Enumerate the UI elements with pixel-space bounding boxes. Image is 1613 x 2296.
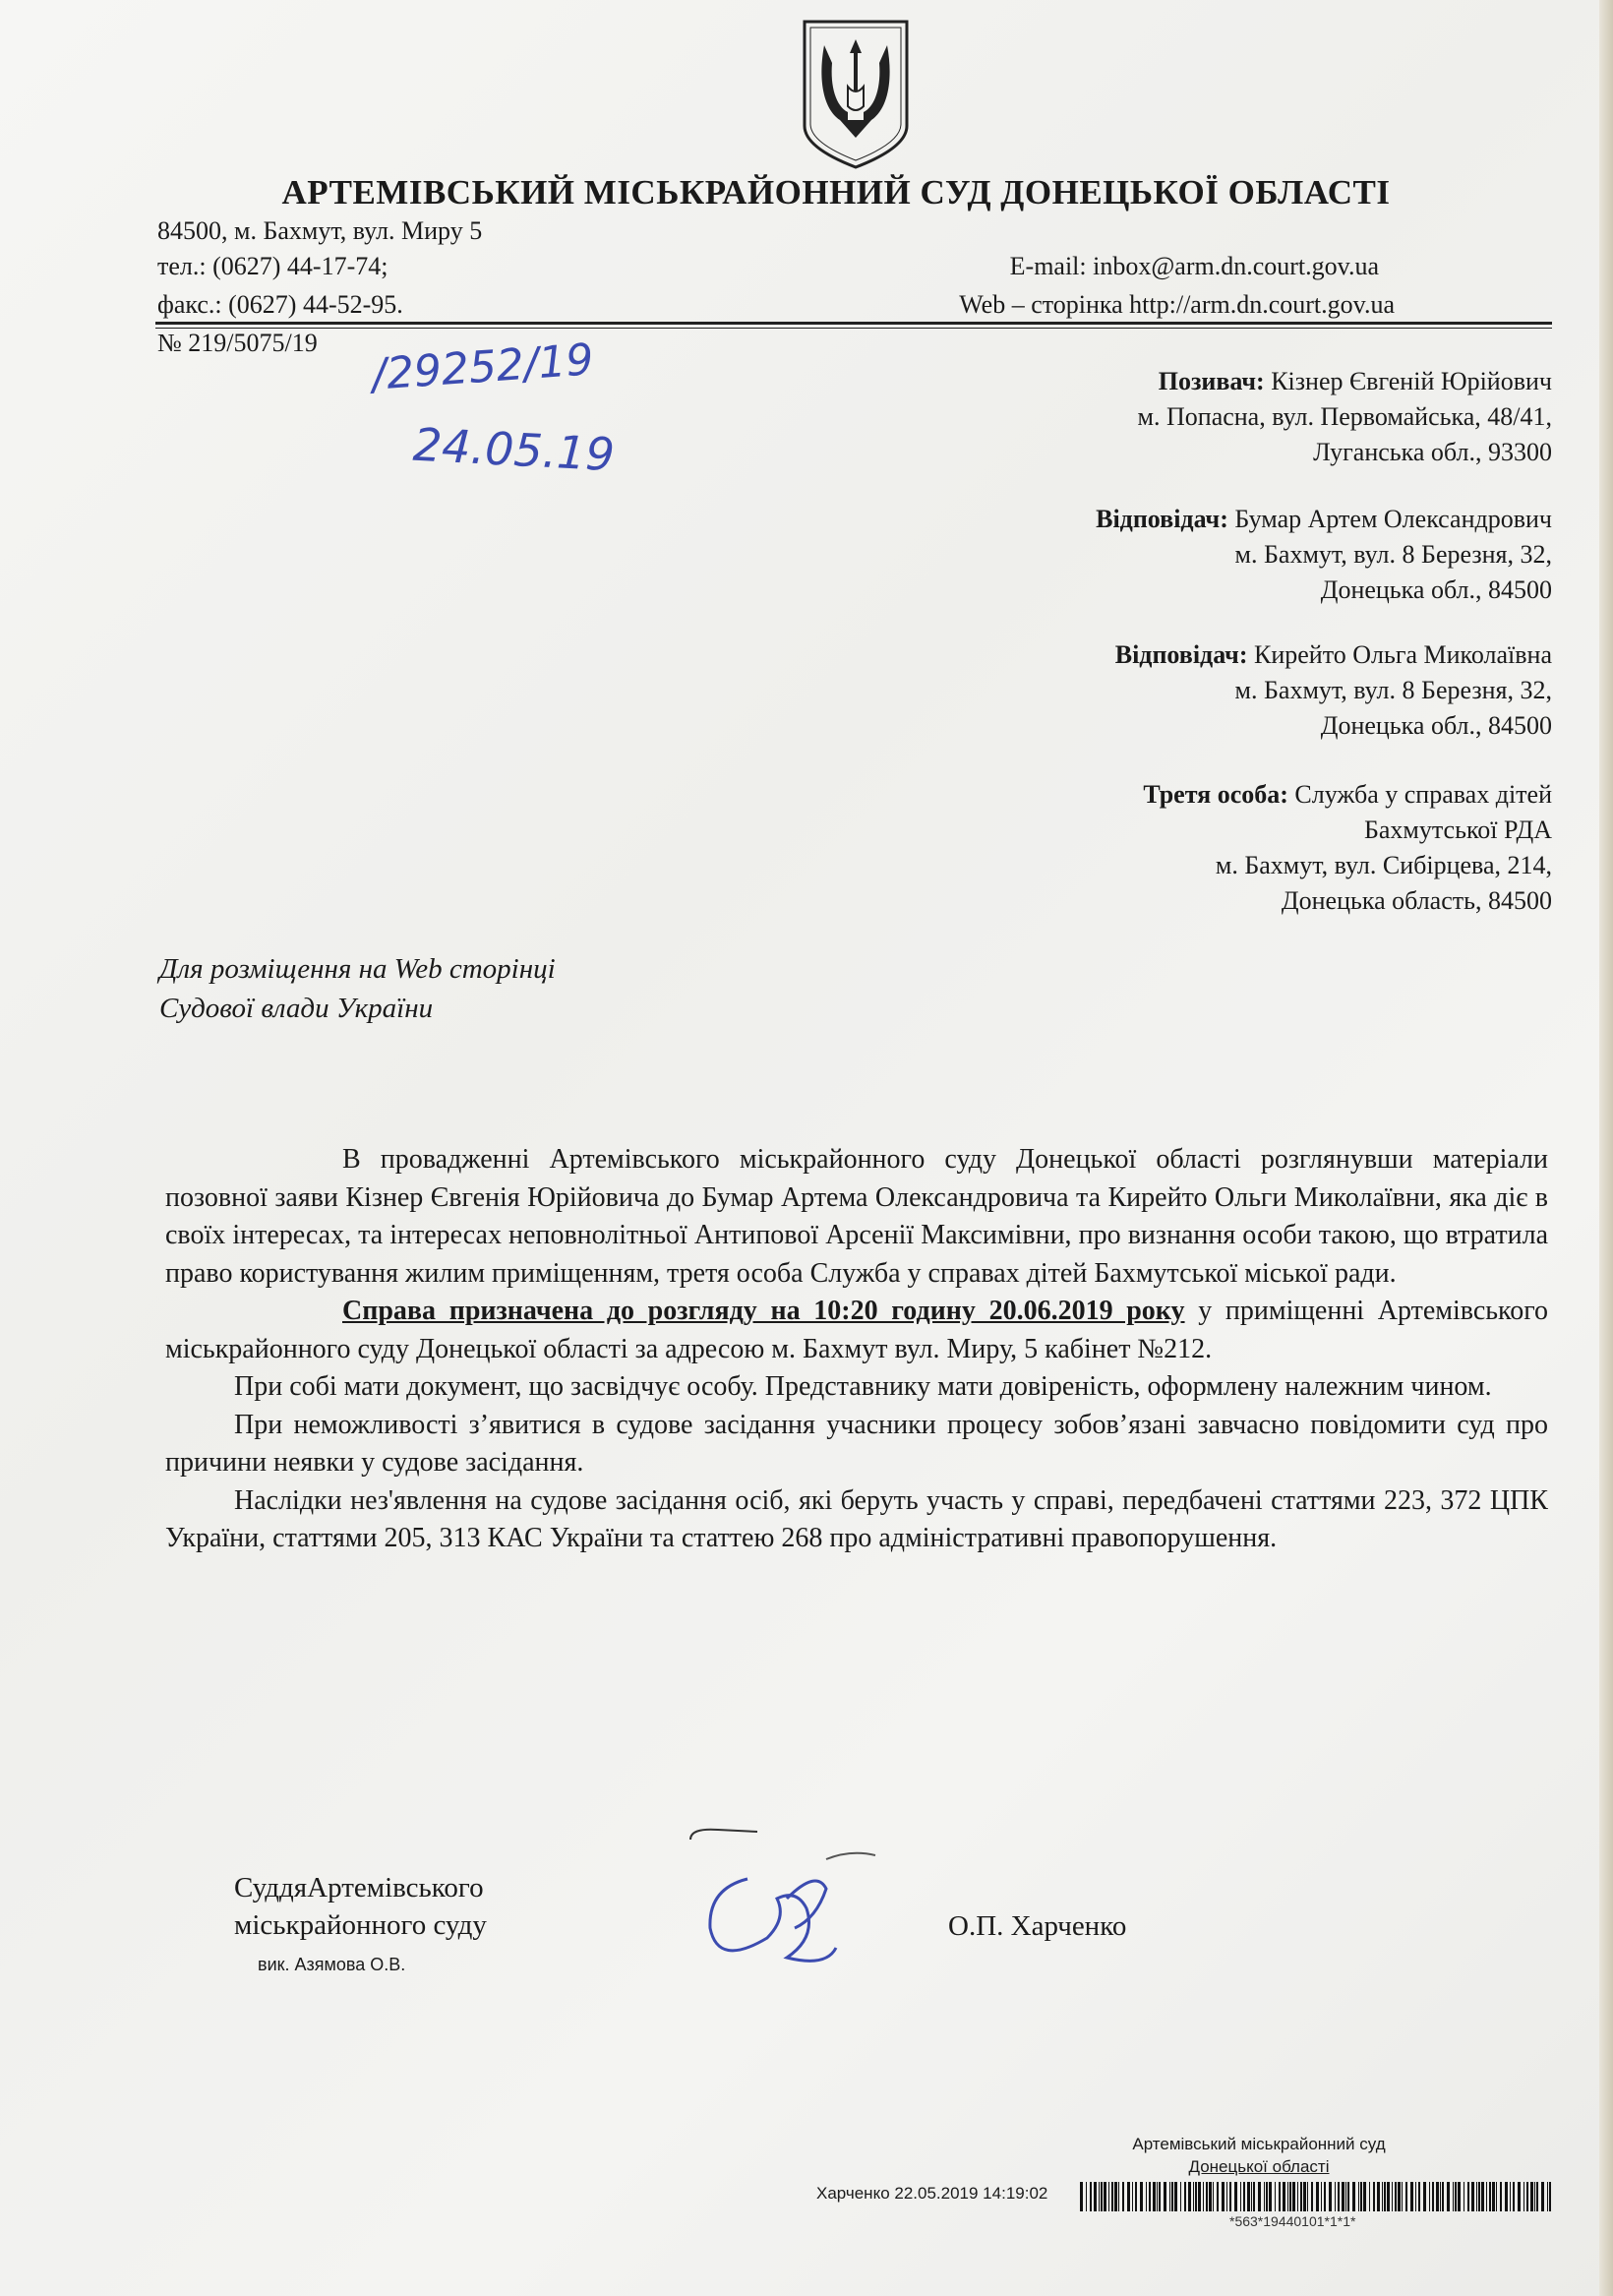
party-address-line: Бахмутської РДА [1363,816,1552,844]
stamp-org-line: Донецької області [1188,2157,1330,2176]
body-paragraph: В провадженні Артемівського міськрайонного суду Донецької області розглянувши матеріали позовної заяви Кізнер Євгенія Юрійовича до Бумар Артема Олександровича та Кирейто Ольги Миколаївни, яка діє в своїх інтересах, та інтересах неповнолітньої Антипової Арсенії Максимівни, про визнання особи такою, що втратила право користування жилим приміщенням, третя особа Служба у справах дітей Бахмутської міської ради. [165,1144,1548,1289]
body-paragraph: При собі мати документ, що засвідчує особу. Представнику мати довіреність, оформлену належним чином. [234,1371,1492,1402]
stamp-org-line: Артемівський міськрайонний суд [1132,2135,1386,2153]
body-paragraph: При неможливості з’явитися в судове засідання учасники процесу зобов’язані завчасно повідомити суд про причини неявки у судове засідання. [165,1409,1548,1478]
barcode-icon [1080,2182,1552,2211]
party-defendant-2 [1115,637,1552,744]
judge-title-line: міськрайонного суду [234,1909,487,1941]
party-plaintiff [1138,364,1552,470]
header-divider-thin [155,328,1552,329]
executor-name: вик. Азямова О.В. [258,1955,406,1974]
court-phone: тел.: (0627) 44-17-74; [157,252,388,280]
party-address-line: Донецька обл., 84500 [1320,575,1552,604]
placement-note [159,949,556,1028]
party-third-person [1143,777,1552,919]
party-name: Кирейто Ольга Миколаївна [1253,640,1552,669]
case-number: № 219/5075/19 [157,329,318,357]
hearing-location-text: у приміщенні Артемівського міськрайонного суду Донецької області за адресою м. Бахмут вул. Миру, 5 кабінет №212. [165,1296,1548,1364]
placement-note-line: Судової влади України [159,993,434,1024]
party-role: Відповідач: [1114,640,1248,669]
body-paragraph: Наслідки нез'явлення на судове засідання осіб, які беруть участь у справі, передбачені статтями 223, 372 ЦПК України, статтями 205, 313 КАС України та статтею 268 про адміністративні правопорушення. [165,1484,1548,1553]
court-address: 84500, м. Бахмут, вул. Миру 5 [157,216,483,245]
party-defendant-1 [1096,502,1552,608]
party-name: Бумар Артем Олександрович [1234,505,1552,533]
judge-name: О.П. Харченко [948,1910,1127,1942]
party-address-line: Донецька обл., 84500 [1320,711,1552,740]
court-email: E-mail: inbox@arm.dn.court.gov.ua [1009,252,1379,280]
handwritten-signature [679,1820,905,1987]
placement-note-line: Для розміщення на Web сторінці [159,953,556,985]
party-address-line: Донецька область, 84500 [1281,886,1552,915]
party-name: Кізнер Євгеній Юрійович [1271,367,1552,395]
party-address-line: м. Бахмут, вул. 8 Березня, 32, [1234,540,1552,569]
judge-title [234,1869,487,1944]
party-address-line: м. Бахмут, вул. 8 Березня, 32, [1234,676,1552,704]
party-address-line: м. Попасна, вул. Первомайська, 48/41, [1137,402,1552,431]
barcode-number: *563*19440101*1*1* [1229,2213,1356,2229]
party-name: Служба у справах дітей [1294,780,1552,809]
judge-title-line: СуддяАртемівського [234,1872,484,1903]
party-role: Відповідач: [1096,505,1228,533]
handwritten-registration-number: /29252/19 [370,334,596,400]
party-address-line: Луганська обл., 93300 [1313,438,1552,466]
party-role: Позивач: [1158,367,1265,395]
header-divider [155,322,1552,325]
summons-body [165,1141,1548,1558]
court-fax: факс.: (0627) 44-52-95. [157,290,403,319]
handwritten-registration-date: 24.05.19 [411,417,617,482]
stamp-organization [1111,2133,1406,2178]
court-name: АРТЕМІВСЬКИЙ МІСЬКРАЙОННИЙ СУД ДОНЕЦЬКОЇ ОБЛАСТІ [281,173,1391,211]
paper-edge [1599,0,1613,2296]
hearing-paragraph [165,1293,1548,1368]
stamp-registration: Харченко 22.05.2019 14:19:02 [816,2184,1048,2203]
party-role: Третя особа: [1143,780,1288,809]
party-address-line: м. Бахмут, вул. Сибірцева, 214, [1215,851,1552,879]
coat-of-arms-icon [797,18,915,170]
court-website: Web – сторінка http://arm.dn.court.gov.ua [959,290,1395,319]
hearing-date-text: Справа призначена до розгляду на 10:20 годину 20.06.2019 року [342,1296,1185,1326]
